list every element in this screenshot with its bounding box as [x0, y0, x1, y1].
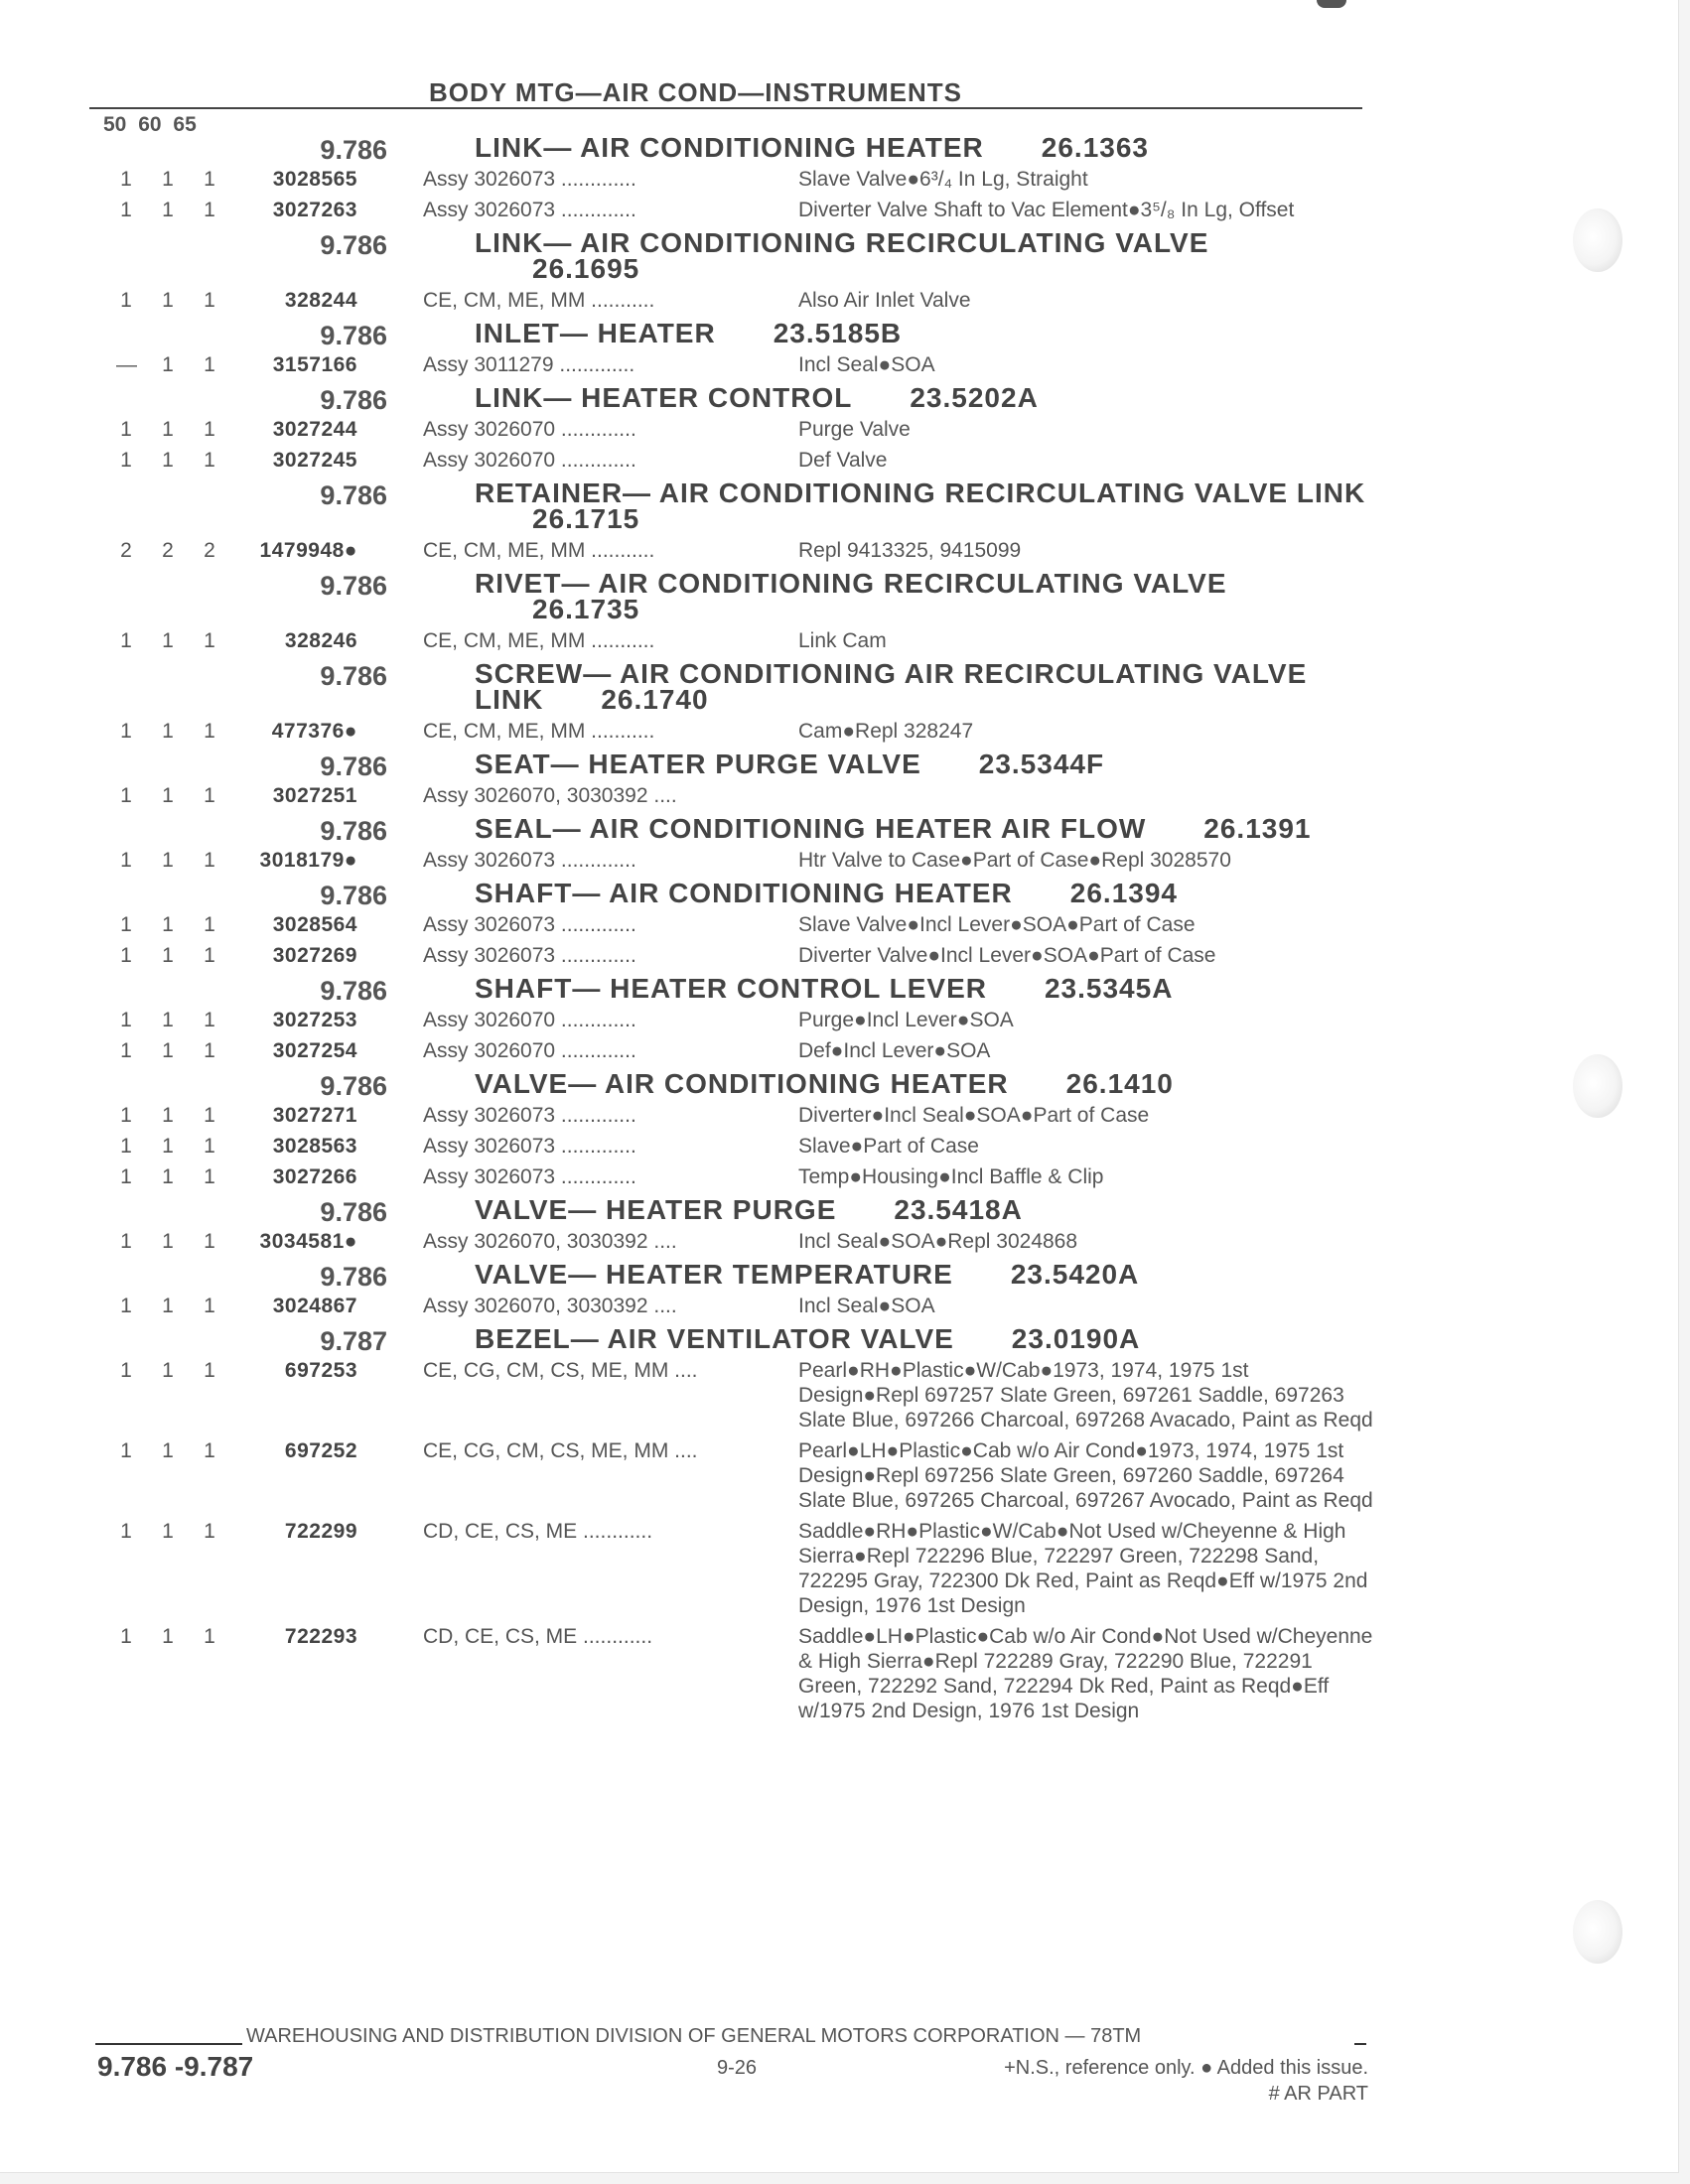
part-number: 722293 [284, 1625, 357, 1648]
group-header [0, 480, 1390, 532]
part-description: Purge●Incl Lever●SOA [798, 1009, 1014, 1031]
usage-code: CE, CG, CM, CS, ME, MM .... [423, 1359, 698, 1382]
group-code: 23.0190A [1011, 1323, 1141, 1354]
part-number: 3027269 [272, 944, 357, 967]
qty-50: 1 [120, 1439, 132, 1462]
group-name-text: VALVE— AIR CONDITIONING HEATER [475, 1068, 1009, 1099]
part-number: 3018179● [259, 849, 357, 872]
qty-60: 2 [162, 539, 174, 562]
part-group [0, 878, 1390, 968]
qty-65: 1 [204, 1295, 215, 1317]
qty-65: 1 [204, 168, 215, 191]
qty-50: 1 [120, 289, 132, 312]
part-row [0, 783, 1390, 808]
group-code: 23.5185B [773, 318, 903, 348]
qty-65: 1 [204, 784, 215, 807]
part-row [0, 1229, 1390, 1254]
usage-code: Assy 3026073 ............. [423, 168, 636, 191]
qty-65: 1 [204, 418, 215, 441]
qty-50: — [116, 353, 137, 376]
part-group [0, 751, 1390, 808]
group-name [475, 813, 1368, 844]
qty-60: 1 [162, 913, 174, 936]
part-row [0, 538, 1390, 563]
part-row [0, 1134, 1390, 1159]
legend-line: # AR PART [1268, 2083, 1368, 2105]
part-group [0, 568, 1390, 653]
group-number: 9.786 [320, 385, 387, 415]
qty-65: 1 [204, 1165, 215, 1188]
part-description: Diverter●Incl Seal●SOA●Part of Case [798, 1104, 1150, 1127]
qty-50: 1 [120, 1359, 132, 1382]
usage-code: CE, CM, ME, MM ........... [423, 539, 655, 562]
part-description: Link Cam [798, 629, 887, 652]
qty-60: 1 [162, 629, 174, 652]
part-group [0, 658, 1390, 744]
group-number: 9.786 [320, 1071, 387, 1101]
part-description: Slave Valve●Incl Lever●SOA●Part of Case [798, 913, 1196, 936]
part-number: 3027244 [272, 418, 357, 441]
usage-code: Assy 3026073 ............. [423, 1104, 636, 1127]
group-header [0, 318, 1390, 350]
part-number: 3028565 [272, 168, 357, 191]
parts-listing [0, 132, 1390, 1723]
part-row [0, 848, 1390, 873]
group-name [475, 658, 1368, 715]
qty-60: 1 [162, 1625, 174, 1648]
group-name-text: SEAT— HEATER PURGE VALVE [475, 749, 921, 779]
group-header [0, 568, 1390, 624]
qty-60: 1 [162, 1165, 174, 1188]
qty-60: 1 [162, 1039, 174, 1062]
qty-65: 1 [204, 1135, 215, 1158]
group-code: 23.5420A [1010, 1259, 1140, 1290]
part-group [0, 1068, 1390, 1189]
group-name-text: VALVE— HEATER TEMPERATURE [475, 1259, 953, 1290]
part-description: Also Air Inlet Valve [798, 289, 971, 312]
qty-65: 1 [204, 449, 215, 472]
qty-60: 1 [162, 289, 174, 312]
usage-code: Assy 3026070 ............. [423, 418, 636, 441]
group-name [475, 568, 1368, 624]
qty-60: 1 [162, 849, 174, 872]
group-name-text: INLET— HEATER [475, 318, 716, 348]
group-code: 26.1715 [532, 503, 640, 534]
group-code: 26.1394 [1069, 878, 1178, 908]
usage-code: CE, CG, CM, CS, ME, MM .... [423, 1439, 698, 1462]
part-number: 1479948● [259, 539, 357, 562]
qty-60: 1 [162, 784, 174, 807]
header-rule [89, 107, 1362, 109]
part-number: 3027263 [272, 199, 357, 221]
binder-hole [1573, 1054, 1622, 1118]
group-number: 9.786 [320, 881, 387, 910]
group-name-text: SHAFT— HEATER CONTROL LEVER [475, 973, 987, 1004]
usage-code: Assy 3026073 ............. [423, 1135, 636, 1158]
part-number: 328246 [284, 629, 357, 652]
group-number: 9.786 [320, 571, 387, 601]
group-header [0, 878, 1390, 910]
group-name [475, 227, 1368, 284]
part-row [0, 198, 1390, 222]
qty-65: 1 [204, 1230, 215, 1253]
binder-hole [1573, 1900, 1622, 1964]
group-name [475, 1259, 1368, 1290]
qty-65: 1 [204, 944, 215, 967]
qty-50: 1 [120, 913, 132, 936]
group-name-text: LINK— AIR CONDITIONING RECIRCULATING VALVE [475, 227, 1209, 258]
group-name [475, 132, 1368, 163]
part-description: Slave●Part of Case [798, 1135, 979, 1158]
part-description: Incl Seal●SOA [798, 1295, 935, 1317]
part-group [0, 1194, 1390, 1254]
part-description: Diverter Valve●Incl Lever●SOA●Part of Case [798, 944, 1216, 967]
qty-65: 1 [204, 1104, 215, 1127]
qty-50: 1 [120, 1295, 132, 1317]
part-description: Saddle●RH●Plastic●W/Cab●Not Used w/Cheyenne & High Sierra●Repl 722296 Blue, 722297 Green, 722298 Sand, 722295 Gray, 722300 Dk Red, Paint as Reqd●Eff w/1975 2nd Design, 1976 1st Design [798, 1520, 1368, 1617]
group-header [0, 813, 1390, 846]
part-row [0, 1358, 1390, 1433]
footer-legend [894, 2055, 1368, 2107]
part-group [0, 973, 1390, 1063]
group-name-text: SHAFT— AIR CONDITIONING HEATER [475, 878, 1013, 908]
year-header-65: 65 [173, 113, 197, 136]
footer-division: WAREHOUSING AND DISTRIBUTION DIVISION OF GENERAL MOTORS CORPORATION — 78TM [242, 2025, 1354, 2048]
qty-65: 1 [204, 1625, 215, 1648]
part-number: 477376● [271, 720, 357, 743]
qty-60: 1 [162, 168, 174, 191]
part-number: 3027253 [272, 1009, 357, 1031]
qty-60: 1 [162, 1104, 174, 1127]
part-group [0, 480, 1390, 563]
year-column-headers [103, 113, 197, 137]
qty-50: 1 [120, 199, 132, 221]
part-row [0, 1294, 1390, 1318]
group-code: 23.5202A [910, 382, 1039, 413]
part-row [0, 1519, 1390, 1618]
qty-50: 1 [120, 1520, 132, 1543]
part-number: 3024867 [272, 1295, 357, 1317]
part-number: 328244 [284, 289, 357, 312]
group-name [475, 751, 1368, 777]
qty-50: 1 [120, 1135, 132, 1158]
part-number: 697252 [284, 1439, 357, 1462]
usage-code: Assy 3026073 ............. [423, 944, 636, 967]
part-number: 3034581● [259, 1230, 357, 1253]
part-group [0, 382, 1390, 473]
part-row [0, 288, 1390, 313]
group-name-text: LINK— AIR CONDITIONING HEATER [475, 132, 984, 163]
group-number: 9.786 [320, 480, 387, 510]
qty-50: 1 [120, 1009, 132, 1031]
group-header [0, 749, 1390, 781]
group-header [0, 382, 1390, 415]
group-code: 26.1735 [532, 594, 640, 624]
part-description: Saddle●LH●Plastic●Cab w/o Air Cond●Not Used w/Cheyenne & High Sierra●Repl 722289 Gray, 722290 Blue, 722291 Green, 722292 Sand, 722294 Dk Red, Paint as Reqd●Eff w/1975 2nd Design, 1976 1st Design [798, 1625, 1373, 1722]
part-group [0, 227, 1390, 313]
page-speck [1317, 0, 1346, 8]
group-name [475, 1323, 1368, 1354]
part-description: Incl Seal●SOA [798, 353, 935, 376]
part-row [0, 1038, 1390, 1063]
part-number: 3027266 [272, 1165, 357, 1188]
qty-50: 1 [120, 449, 132, 472]
qty-60: 1 [162, 1230, 174, 1253]
group-number: 9.786 [320, 816, 387, 846]
group-number: 9.786 [320, 976, 387, 1006]
qty-60: 1 [162, 1135, 174, 1158]
qty-60: 1 [162, 1439, 174, 1462]
group-name [475, 973, 1368, 1004]
part-row [0, 352, 1390, 377]
usage-code: Assy 3026073 ............. [423, 913, 636, 936]
qty-50: 1 [120, 1230, 132, 1253]
group-header [0, 1194, 1390, 1227]
group-code: 23.5345A [1044, 973, 1174, 1004]
qty-65: 1 [204, 720, 215, 743]
usage-code: CE, CM, ME, MM ........... [423, 629, 655, 652]
part-row [0, 448, 1390, 473]
year-header-50: 50 [103, 113, 127, 136]
qty-50: 1 [120, 720, 132, 743]
qty-60: 1 [162, 199, 174, 221]
part-description: Purge Valve [798, 418, 911, 441]
part-description: Pearl●LH●Plastic●Cab w/o Air Cond●1973, 1974, 1975 1st Design●Repl 697256 Slate Green, 697260 Saddle, 697264 Slate Blue, 697265 Charcoal, 697267 Avocado, Paint as Reqd [798, 1439, 1373, 1512]
usage-code: CE, CM, ME, MM ........... [423, 720, 655, 743]
part-number: 3027245 [272, 449, 357, 472]
part-number: 3028563 [272, 1135, 357, 1158]
group-code: 23.5418A [894, 1194, 1023, 1225]
qty-50: 1 [120, 418, 132, 441]
group-name-text: SCREW— AIR CONDITIONING AIR RECIRCULATING VALVE LINK [475, 658, 1308, 715]
part-description: Incl Seal●SOA●Repl 3024868 [798, 1230, 1078, 1253]
qty-50: 1 [120, 849, 132, 872]
qty-50: 1 [120, 1165, 132, 1188]
part-number: 722299 [284, 1520, 357, 1543]
part-number: 697253 [284, 1359, 357, 1382]
usage-code: CD, CE, CS, ME ............ [423, 1520, 653, 1543]
qty-65: 1 [204, 1009, 215, 1031]
group-name-text: BEZEL— AIR VENTILATOR VALVE [475, 1323, 954, 1354]
group-name [475, 318, 1368, 348]
group-number: 9.786 [320, 661, 387, 691]
group-name-text: SEAL— AIR CONDITIONING HEATER AIR FLOW [475, 813, 1147, 844]
qty-60: 1 [162, 1009, 174, 1031]
usage-code: CD, CE, CS, ME ............ [423, 1625, 653, 1648]
part-group [0, 1323, 1390, 1723]
group-code: 26.1363 [1041, 132, 1149, 163]
page-number: 9-26 [717, 2057, 758, 2079]
part-row [0, 1103, 1390, 1128]
group-name [475, 382, 1368, 413]
qty-60: 1 [162, 1520, 174, 1543]
group-number: 9.786 [320, 230, 387, 260]
part-row [0, 943, 1390, 968]
qty-65: 1 [204, 1520, 215, 1543]
qty-65: 1 [204, 629, 215, 652]
qty-65: 1 [204, 913, 215, 936]
part-description: Htr Valve to Case●Part of Case●Repl 3028570 [798, 849, 1231, 872]
part-number: 3027254 [272, 1039, 357, 1062]
qty-60: 1 [162, 418, 174, 441]
part-row [0, 417, 1390, 442]
part-group [0, 318, 1390, 377]
part-description: Temp●Housing●Incl Baffle & Clip [798, 1165, 1104, 1188]
qty-50: 1 [120, 629, 132, 652]
part-number: 3027251 [272, 784, 357, 807]
usage-code: Assy 3026070, 3030392 .... [423, 1295, 677, 1317]
part-group [0, 1259, 1390, 1318]
part-description: Repl 9413325, 9415099 [798, 539, 1022, 562]
usage-code: Assy 3026073 ............. [423, 849, 636, 872]
usage-code: Assy 3026070, 3030392 .... [423, 784, 677, 807]
part-group [0, 132, 1390, 222]
binder-hole [1573, 208, 1622, 272]
group-code: 23.5344F [978, 749, 1105, 779]
qty-65: 1 [204, 1039, 215, 1062]
part-row [0, 167, 1390, 192]
usage-code: Assy 3026070, 3030392 .... [423, 1230, 677, 1253]
qty-60: 1 [162, 353, 174, 376]
part-row [0, 1008, 1390, 1032]
legend-line: +N.S., reference only. ● Added this issue. [1004, 2057, 1368, 2079]
group-number: 9.786 [320, 1197, 387, 1227]
group-number: 9.786 [320, 1262, 387, 1292]
qty-50: 1 [120, 1039, 132, 1062]
group-code: 26.1695 [532, 253, 640, 284]
qty-60: 1 [162, 1359, 174, 1382]
part-number: 3027271 [272, 1104, 357, 1127]
group-name-text: RETAINER— AIR CONDITIONING RECIRCULATING VALVE LINK [475, 478, 1366, 508]
usage-code: Assy 3026070 ............. [423, 1009, 636, 1031]
group-code: 26.1410 [1065, 1068, 1174, 1099]
group-header [0, 973, 1390, 1006]
group-name [475, 878, 1368, 908]
qty-50: 1 [120, 1104, 132, 1127]
group-code: 26.1391 [1203, 813, 1312, 844]
part-row [0, 1624, 1390, 1723]
part-description: Def●Incl Lever●SOA [798, 1039, 991, 1062]
usage-code: Assy 3011279 ............. [423, 353, 635, 376]
group-header [0, 132, 1390, 165]
part-description: Cam●Repl 328247 [798, 720, 974, 743]
qty-65: 1 [204, 1439, 215, 1462]
part-description: Diverter Valve Shaft to Vac Element●3⁵/₈ In Lg, Offset [798, 199, 1295, 221]
part-number: 3157166 [272, 353, 357, 376]
part-number: 3028564 [272, 913, 357, 936]
part-row [0, 912, 1390, 937]
qty-65: 2 [204, 539, 215, 562]
usage-code: Assy 3026070 ............. [423, 1039, 636, 1062]
part-row [0, 1438, 1390, 1513]
qty-60: 1 [162, 944, 174, 967]
group-header [0, 1068, 1390, 1101]
qty-60: 1 [162, 449, 174, 472]
qty-65: 1 [204, 849, 215, 872]
qty-60: 1 [162, 1295, 174, 1317]
group-header [0, 1259, 1390, 1292]
qty-50: 1 [120, 1625, 132, 1648]
qty-50: 2 [120, 539, 132, 562]
part-description: Slave Valve●6³/₄ In Lg, Straight [798, 168, 1088, 191]
part-description: Def Valve [798, 449, 888, 472]
usage-code: CE, CM, ME, MM ........... [423, 289, 655, 312]
group-number: 9.786 [320, 135, 387, 165]
group-number: 9.786 [320, 751, 387, 781]
group-header [0, 1323, 1390, 1356]
footer-range: 9.786 -9.787 [97, 2051, 254, 2082]
part-row [0, 1164, 1390, 1189]
group-header [0, 227, 1390, 284]
group-name [475, 1194, 1368, 1225]
group-name [475, 480, 1368, 532]
group-number: 9.786 [320, 321, 387, 350]
group-name-text: LINK— HEATER CONTROL [475, 382, 853, 413]
qty-60: 1 [162, 720, 174, 743]
usage-code: Assy 3026073 ............. [423, 1165, 636, 1188]
usage-code: Assy 3026070 ............. [423, 449, 636, 472]
qty-65: 1 [204, 353, 215, 376]
qty-65: 1 [204, 1359, 215, 1382]
part-group [0, 813, 1390, 873]
group-name-text: RIVET— AIR CONDITIONING RECIRCULATING VALVE [475, 568, 1227, 599]
part-row [0, 719, 1390, 744]
group-name-text: VALVE— HEATER PURGE [475, 1194, 837, 1225]
qty-50: 1 [120, 944, 132, 967]
year-header-60: 60 [138, 113, 162, 136]
group-name [475, 1068, 1368, 1099]
part-description [798, 783, 1374, 808]
group-code: 26.1740 [601, 684, 709, 715]
qty-65: 1 [204, 199, 215, 221]
qty-65: 1 [204, 289, 215, 312]
group-number: 9.787 [320, 1326, 387, 1356]
part-description: Pearl●RH●Plastic●W/Cab●1973, 1974, 1975 1st Design●Repl 697257 Slate Green, 697261 Saddle, 697263 Slate Blue, 697266 Charcoal, 697268 Avacado, Paint as Reqd [798, 1359, 1373, 1432]
page-title: BODY MTG—AIR COND—INSTRUMENTS [429, 77, 962, 107]
qty-50: 1 [120, 784, 132, 807]
usage-code: Assy 3026073 ............. [423, 199, 636, 221]
group-header [0, 658, 1390, 715]
qty-50: 1 [120, 168, 132, 191]
part-row [0, 628, 1390, 653]
